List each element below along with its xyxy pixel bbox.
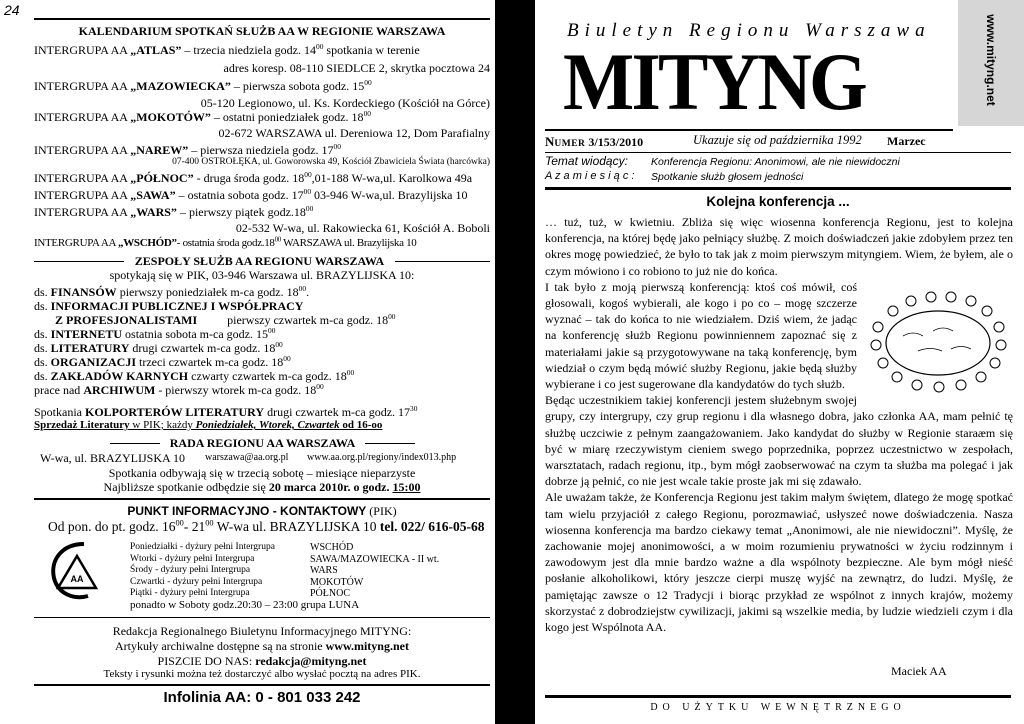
illustration-sketch: [903, 328, 971, 351]
literature-sales: Sprzedaż Literatury w PIK; każdy Poniedziałek, Wtorek, Czwartek od 16-oo: [34, 419, 383, 431]
theme-rule: [545, 152, 1011, 153]
page-number: 24: [4, 2, 20, 18]
intergroup-mazowiecka: INTERGRUPA AA „MAZOWIECKA” – pierwsza sobota godz. $15^{00}$: [34, 78, 372, 93]
rada-heading: RADA REGIONU AA WARSZAWA: [169, 436, 356, 450]
services-heading: ZESPOŁY SŁUŻB AA REGIONU WARSZAWA: [134, 254, 385, 268]
service-internet: ds. INTERNETU ostatnia sobota m-ca godz. $15^{00}$: [34, 326, 276, 341]
service-finance: ds. FINANSÓW pierwszy poniedziałek m-ca godz. $18^{00}$.: [34, 284, 310, 299]
write-to-us: PISZCIE DO NAS: redakcja@mityng.net: [157, 654, 367, 668]
service-literature: ds. LITERATURY drugi czwartek m-ca godz. $18^{00}$: [34, 340, 283, 355]
service-organization: ds. ORGANIZACJI trzeci czwartek m-ca godz. $18^{00}$: [34, 354, 291, 369]
intergroup-mokotow-address: 02-672 WARSZAWA ul. Dereniowa 12, Dom Parafialny: [218, 126, 490, 140]
rada-url[interactable]: www.aa.org.pl/regiony/index013.php: [307, 452, 457, 463]
right-page: [535, 0, 1024, 724]
saturday-duty: ponadto w Soboty godz.20:30 – 23:00 grupa LUNA: [130, 599, 360, 611]
theme-label: Temat wiodący:: [545, 154, 628, 168]
issue-rule: [545, 129, 953, 131]
month-value: Spotkanie służb głosem jedności: [651, 171, 804, 183]
intergroup-mazowiecka-address: 05-120 Legionowo, ul. Ks. Kordeckiego (Kościół na Górce): [200, 96, 490, 110]
literature-distributors: Spotkania KOLPORTERÓW LITERATURY drugi czwartek m-ca godz. $17^{30}$: [34, 404, 418, 419]
editorial-line: Redakcja Regionalnego Biuletynu Informacyjnego MITYNG:: [112, 624, 412, 638]
illustration-people: [871, 292, 1006, 392]
side-url[interactable]: www.mityng.net: [984, 14, 998, 106]
theme-value: Konferencja Regionu: Anonimowi, ale nie niewidoczni: [651, 156, 900, 168]
intergroup-atlas: INTERGRUPA AA „ATLAS” – trzecia niedziela godz. $14^{00}$ spotkania w terenie: [34, 42, 420, 57]
rada-meetings: Spotkania odbywają się w trzecią sobotę – miesiące nieparzyste: [108, 466, 416, 480]
archive-link[interactable]: www.mityng.net: [325, 639, 409, 653]
footer-rule: [545, 695, 1011, 698]
left-page: [0, 0, 495, 724]
archive-line: Artykuły archiwalne dostępne są na stronie www.mityng.net: [115, 639, 409, 653]
services-rule-right: [395, 261, 490, 262]
intergroup-mokotow: INTERGRUPA AA „MOKOTÓW” – ostatni poniedziałek godz. $18^{00}$: [34, 109, 371, 124]
pik-rule: [34, 498, 490, 500]
month-label: A z a m i e s i ą c :: [545, 170, 635, 182]
rada-rule-left: [110, 443, 160, 444]
bulletin-script-title: Biuletyn Regionu Warszawa: [567, 20, 931, 41]
intergroup-wars-address: 02-532 W-wa, ul. Rakowiecka 61, Kościół A. Boboli: [235, 221, 490, 235]
editorial-rule: [34, 617, 490, 618]
texts-note: Teksty i rysunki można też dostarczyć albo wysłać pocztą na adres PIK.: [103, 668, 421, 680]
article-author: Maciek AA: [891, 664, 947, 678]
intergroup-narew: INTERGRUPA AA „NAREW” – pierwsza niedziela godz. $17^{00}$: [34, 142, 341, 157]
pik-hours: Od pon. do pt. godz. $16^{00}-$ $21^{00}$ W-wa ul. BRAZYLIJSKA 10 tel. 022/ 616-05-68: [48, 518, 485, 534]
intergroup-sawa: INTERGRUPA AA „SAWA” – ostatnia sobota godz. $17^{00}$ 03-946 W-wa,ul. Brazylijska 10: [34, 187, 468, 202]
rada-rule-right: [365, 443, 415, 444]
illustration-table: [886, 311, 990, 375]
rada-address: W-wa, ul. BRAZYLIJSKA 10: [40, 451, 185, 465]
services-rule-left: [34, 261, 124, 262]
aa-logo-text: AA: [70, 574, 84, 584]
intergroup-wschod: INTERGRUPA AA „WSCHÓD”- ostatnia środa $godz.18^{00}$ WARSZAWA ul. Brazylijska 10: [34, 236, 417, 249]
top-rule: [34, 18, 490, 20]
article-body: … tuż, tuż, w kwietniu. Zbliża się więc wiosenna konferencja Regionu, jest to kolejna konferencja, na której będę jako pełniący służbę. Z moich doświadczeń jakie zdobyłem przez ten okres mogę powiedzieć, że było to tak jak z moim pierwszym mityngiem. Wiem, że byłem, ale o czym mówiono i co robiono to już nie do końca. I tak było z moją pierwszą konferencją: ktoś coś mówił, coś głosowali, kogoś wybierali, ale kogo i po co – mogę szczerze wyznać – tak do końca to nie wiedziałem. Dziś wiem, że jadąc na konferencję służb Regionu powinniennem zapoznać się z materiałami jakie są przygotowywane na taką konferencję, bym wiedział o czym będą mówić służby Regionu, jakie będą służby wybierane i co jest sugerowane dla kandydatów do tych służb. Będąc uczestnikiem takiej konferencji jestem służebnym swojej grupy, czy intergrupy, czy grup regionu i dla własnego dobra, jako członka AA, mam pełnić tę służbę uczciwie z pełnym zaangażowaniem. Jako kandydat do służby w Regionie staraæm się być w miarę rzeczywistym cieniem swego poprzednika, poprzez uczestnictwo w zespołach, warsztatach, radach regionu, itp., bym mógł zaobserwować na czym ta służba ma polegać i jak dobrze ją pełnić, co nie jest wcale takie proste jak mi się zdawało. Ale uważam także, że Konferencja Regionu jest takim małym świętem, dlatego że mogę spotkać tam wielu przyjaciół z całego Regionu, porozmawiać, usłyszeć nowe doświadczenia. Nasza wiosenna konferencja ma bardzo ciekawy temat „Anonimowi, ale nie niewidoczni”. Myślę, że zachowanie mojej anonimowości, a w moim rozumieniu prywatności w życiu rodzinnym i zawodowym jest dla mnie bardzo ważne a dla wspólnoty bezpieczne. Ale bym mógł nieść posłanie alkoholikowi, który jeszcze cierpi muszę wyjść na zewnątrz, do ludzi. Myślę, że pamiętając zawsze o 12 Tradycji i biorąc przykład ze wspólnot z innych krajów, możemy skorzystać z dobrodziejstw cywilizacji, jakimi są wszelkie media, by ludzie wiedzieli czym i dla kogo jest Wspólnota AA.: [545, 215, 1013, 635]
service-professionals: Z PROFESJONALISTAMI pierwszy czwartek m-ca godz. $18^{00}$: [55, 312, 396, 327]
masthead: MITYNG: [563, 36, 865, 127]
aa-logo: [44, 538, 110, 604]
pik-heading: PUNKT INFORMACYJNO - KONTAKTOWY (PIK): [127, 504, 397, 518]
article-rule: [545, 187, 1011, 190]
hotline-rule: [34, 684, 490, 686]
calendar-title: KALENDARIUM SPOTKAŃ SŁUŻB AA W REGIONIE WARSZAWA: [78, 24, 446, 38]
services-subheading: spotykają się w PIK, 03-946 Warszawa ul. BRAZYLIJSKA 10:: [109, 268, 415, 282]
intergroup-polnoc: INTERGRUPA AA „PÓŁNOC” - druga środa godz. $18^{00},01-188$ W-wa,ul. Karolkowa 49a: [34, 170, 473, 185]
rada-next-meeting: Najbliższe spotkanie odbędzie się 20 marca 2010r. o godz. 15:00: [103, 480, 421, 494]
email-link[interactable]: redakcja@mityng.net: [255, 654, 367, 668]
side-url-box: [958, 0, 1024, 126]
intergroup-wars: INTERGRUPA AA „WARS” – pierwszy piątek $godz.18^{00}$: [34, 204, 314, 219]
meeting-illustration: [863, 281, 1013, 401]
service-prisons: ds. ZAKŁADÓW KARNYCH czwarty czwartek m-ca godz. $18^{00}$: [34, 368, 355, 383]
intergroup-narew-address: 07-400 OSTROŁĘKA, ul. Goworowska 49, Kościół Zbawiciela Świata (harcówka): [172, 157, 490, 167]
rada-email[interactable]: warszawa@aa.org.pl: [205, 452, 289, 463]
service-public-info: ds. INFORMACJI PUBLICZNEJ I WSPÓŁPRACY: [34, 299, 304, 313]
hotline: Infolinia AA: 0 - 801 033 242: [163, 689, 361, 706]
footer-note: DO UŻYTKU WEWNĘTRZNEGO: [650, 702, 906, 713]
duty-days: Poniedziałki - dyżury pełni Intergrupa Wtorki - dyżury pełni Intergrupa Środy - dyżury pełni Intergrupa Czwartki - dyżury pełni Intergrupa Piątki - dyżury pełni Intergrupa: [130, 542, 275, 598]
month: Marzec: [887, 134, 926, 148]
since-date: Ukazuje się od października 1992: [693, 133, 862, 147]
service-archive: prace nad ARCHIWUM - pierwszy wtorek m-ca godz. $18^{00}$: [34, 382, 324, 397]
article-paragraph: … tuż, tuż, w kwietniu. Zbliża się więc wiosenna konferencja Regionu, jest to kolejna konferencja, na której będę jako pełniący służbę. Z moich doświadczeń jakie zdobyłem przez ten okres mogę powiedzieć, że było to tak jak z moim pierwszym mityngiem. Wiem, że byłem, ale o czym mówiono i co robiono to już nie do końca.: [545, 215, 1013, 278]
article-title: Kolejna konferencja ...: [706, 194, 850, 209]
duty-groups: WSCHÓD SAWA/MAZOWIECKA - II wt. WARS MOKOTÓW PÓŁNOC: [310, 542, 440, 599]
intergroup-atlas-address: adres koresp. 08-110 SIEDLCE 2, skrytka pocztowa 24: [223, 61, 490, 75]
issue-number: NUMER 3/153/2010: [545, 134, 644, 149]
